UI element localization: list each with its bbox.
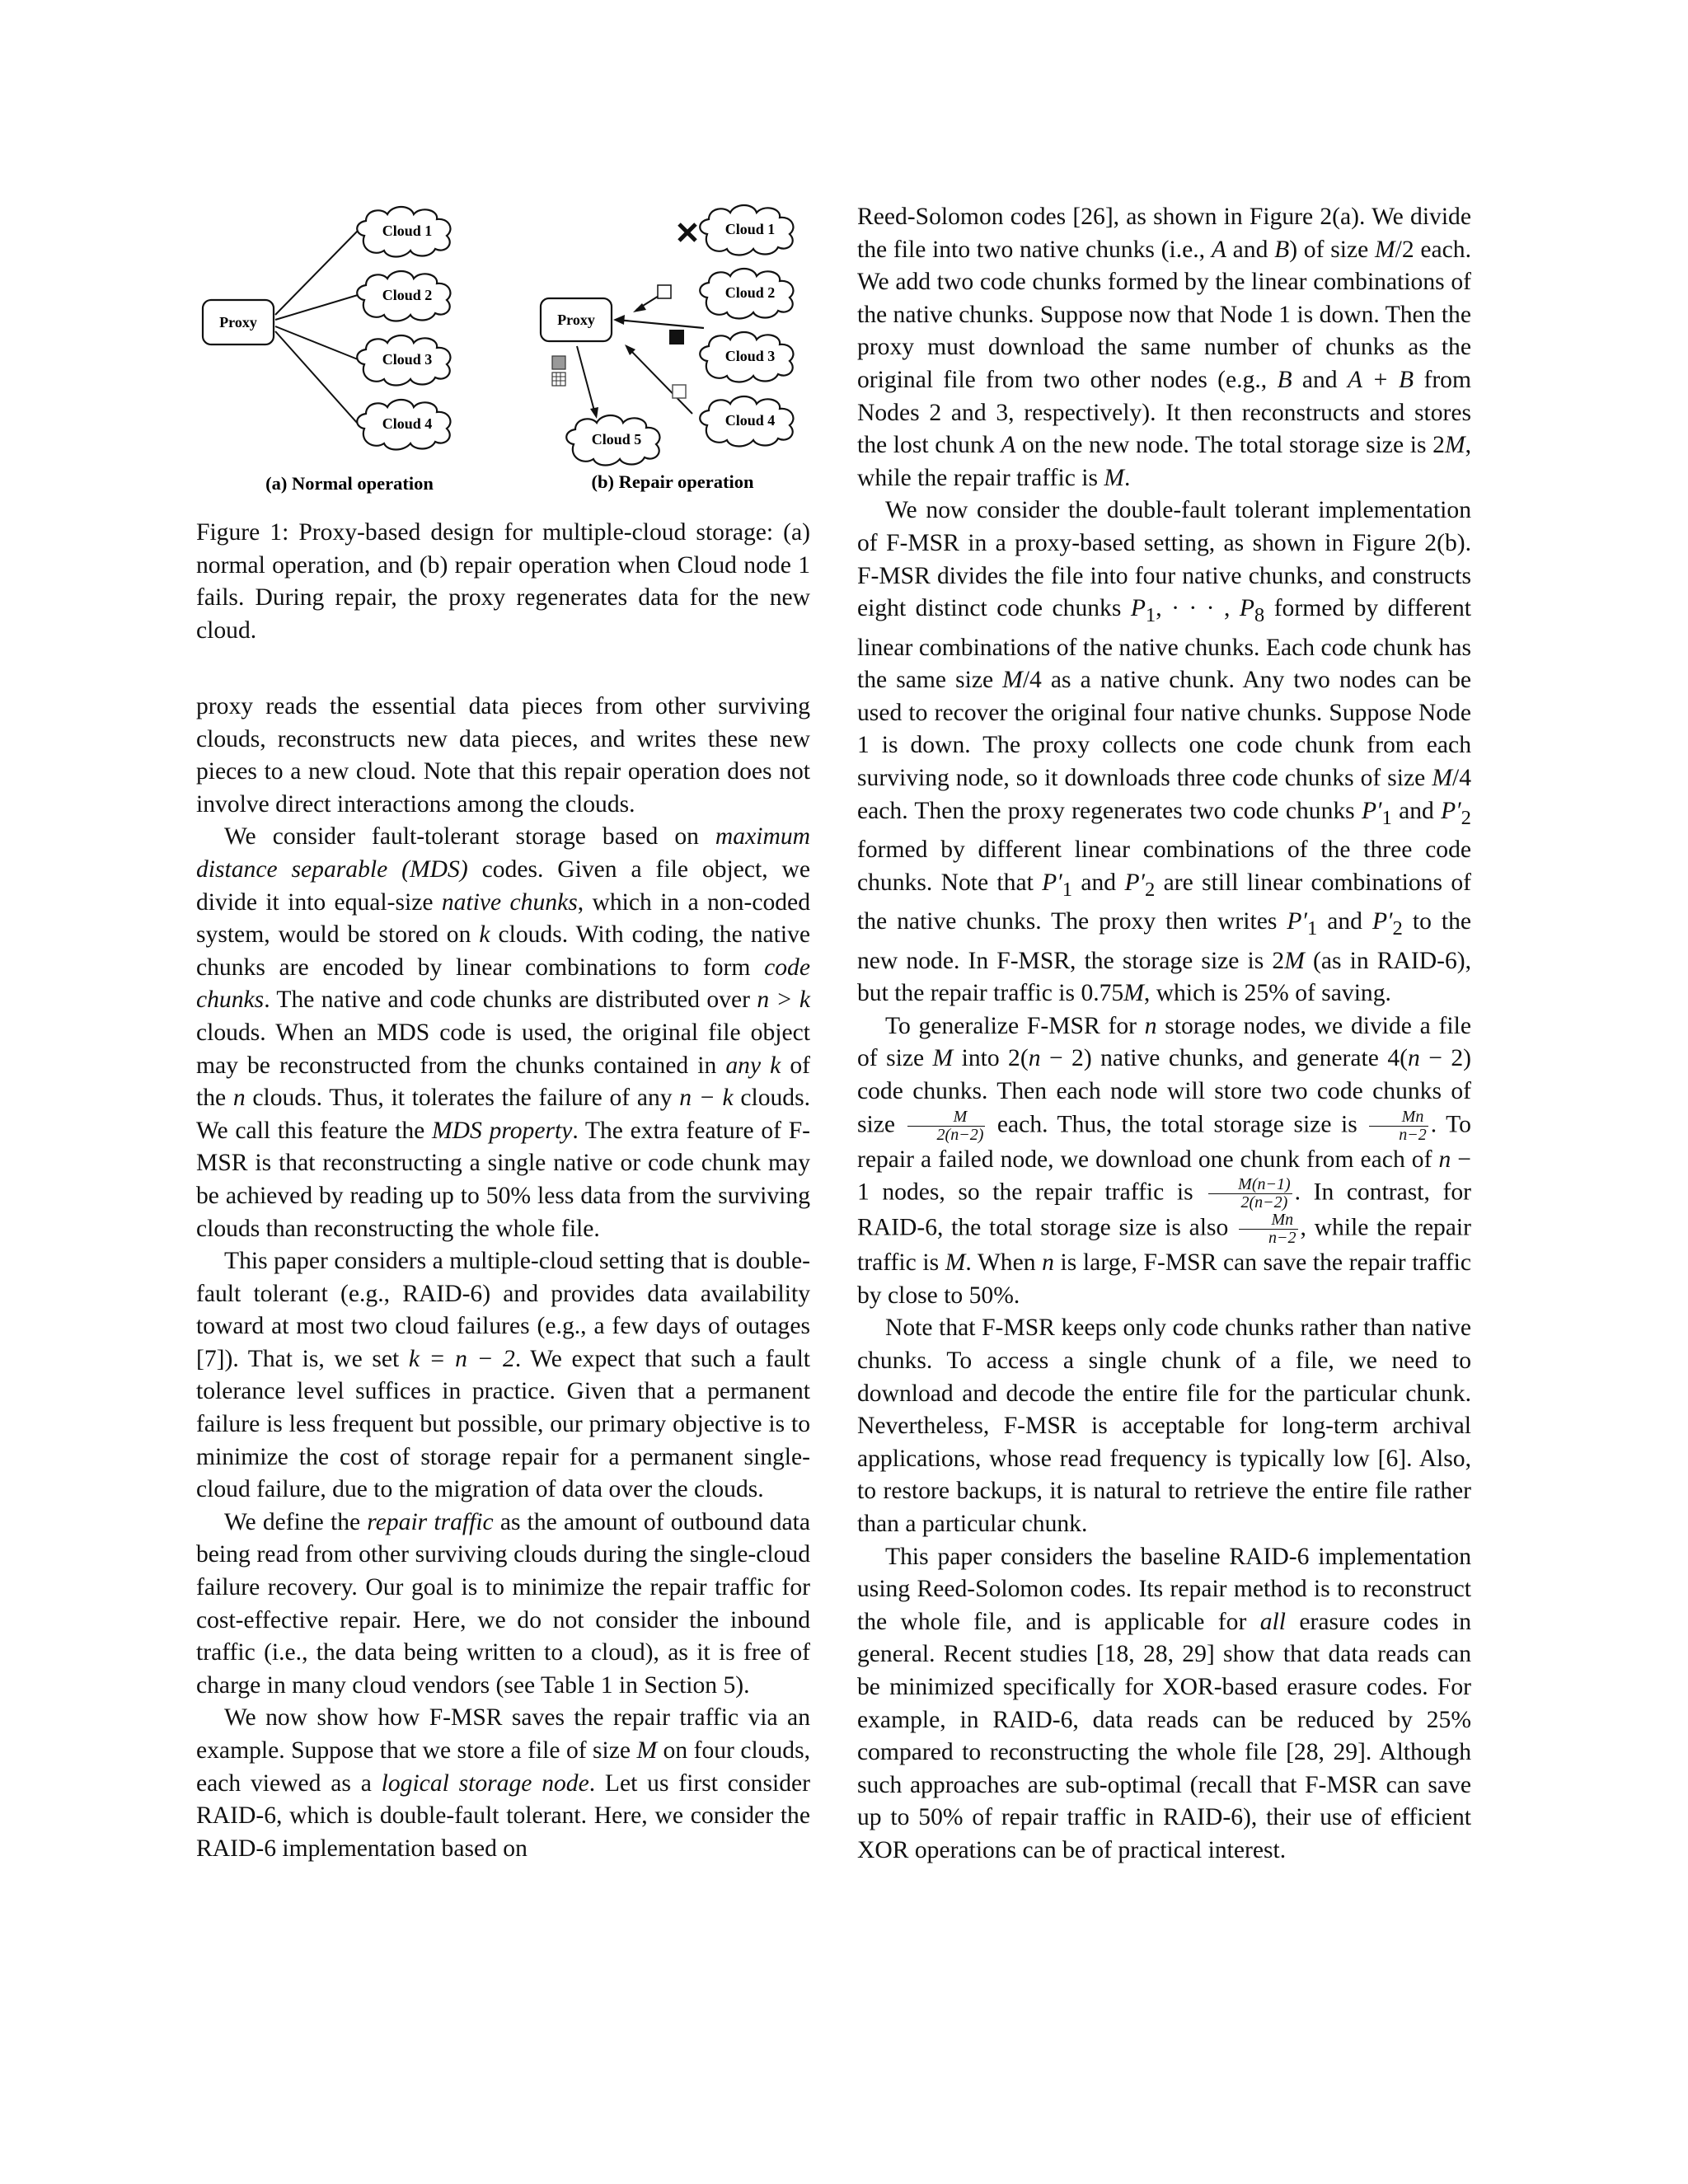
left-column-body — [196, 691, 810, 1865]
cloud-label: Cloud 1 — [382, 223, 433, 239]
cloud-a-3 — [357, 335, 450, 386]
cloud-b-4 — [700, 396, 793, 447]
cloud-label: Cloud 1 — [724, 221, 776, 237]
cloud-label: Cloud 4 — [382, 415, 433, 432]
fraction: $\frac{Mn}{n-2}$ — [1369, 1108, 1428, 1144]
arrow-from-cloud-3 — [613, 315, 704, 328]
paragraph: Reed-Solomon codes [26], as shown in Figure 2(a). We divide the file into two native chunks (i.e., A and B) of size M/2 each. We add two code chunks formed by the linear combinations of the native chunks. Suppose now that Node 1 is down. Then the proxy must download the same number of chunks as the original file from two other nodes (e.g., B and A + B from Nodes 2 and 3, respectively). It then reconstructs and stores the lost chunk A on the new node. The total storage size is 2M, while the repair traffic is M. — [857, 204, 1471, 491]
failed-x-icon — [679, 224, 696, 241]
figure-1-diagram — [196, 198, 810, 503]
cloud-label: Cloud 2 — [724, 284, 776, 301]
proxy-label-b: Proxy — [557, 312, 595, 328]
chunk-square-light — [673, 385, 686, 398]
cloud-a-2 — [357, 271, 450, 321]
cloud-b-3 — [700, 332, 793, 382]
cloud-b-2 — [700, 269, 793, 319]
proxy-box-b — [541, 298, 612, 341]
paragraph: Note that F-MSR keeps only code chunks rather than native chunks. To access a single chunk of a file, we need to download and decode the entire file for the particular chunk. Nevertheless, F-MSR is acceptable for long-term archival applications, whose read frequency is typically low [6]. Also, to restore backups, it is natural to retrieve the entire file rather than a particular chunk. — [857, 1315, 1471, 1537]
paragraph: This paper considers the baseline RAID-6 implementation using Reed-Solomon codes. Its repair method is to reconstruct the whole file, and is applicable for all erasure codes in general. Recent studies [18, 28, 29] show that data reads can be minimized specifically for XOR-based erasure codes. For example, in RAID-6, data reads can be reduced by 25% compared to reconstructing the whole file [28, 29]. Although such approaches are sub-optimal (recall that F-MSR can save up to 50% of repair traffic in RAID-6), their use of efficient XOR operations can be of practical interest. — [857, 1543, 1471, 1863]
subfigure-b — [541, 205, 793, 492]
paragraph: We consider fault-tolerant storage based on maximum distance separable (MDS) codes. Given a file object, we divide it into equal-size native chunks, which in a non-coded system, would be stored on k clouds. With coding, the native chunks are encoded by linear combinations to form code chunks. The native and code chunks are distributed over n > k clouds. When an MDS code is used, the original file object may be reconstructed from the chunks contained in any k of the n clouds. Thus, it tolerates the failure of any n − k clouds. We call this feature the MDS property. The extra feature of F-MSR is that reconstructing a single native or code chunk may be achieved by reading up to 50% less data from the surviving clouds than reconstructing the whole file. — [196, 823, 811, 1242]
paragraph: We define the repair traffic as the amount of outbound data being read from other surviving clouds during the single-cloud failure recovery. Our goal is to minimize the repair traffic for cost-effective repair. Here, we do not consider the inbound traffic (i.e., the data being written to a cloud), as it is free of charge in many cloud vendors (see Table 1 in Section 5). — [196, 1508, 810, 1699]
figure-1 — [196, 198, 810, 503]
paragraph: This paper considers a multiple-cloud setting that is double-fault tolerant (e.g., RAID-6) and provides data availability toward at most two cloud failures (e.g., a few days of outages [7]). That is, we set k = n − 2. We expect that such a fault tolerance level suffices in practice. Given that a permanent failure is less frequent but possible, our primary objective is to minimize the cost of storage repair for a permanent single-cloud failure, due to the migration of data over the clouds. — [196, 1248, 811, 1503]
subfigure-a-caption: (a) Normal operation — [265, 473, 434, 494]
paragraph: To generalize F-MSR for n storage nodes, we divide a file of size M into 2(n − 2) native chunks, and generate 4(n − 2) code chunks. Then each node will store two code chunks of size $\frac{M}{2(n-2)}$ each. Thus, the total storage size is $\frac{Mn}{n-2}$ . To repair a failed node, we download one chunk from each of n − 1 nodes, so the repair traffic is $\frac{M(n-1)}{2(n-2)}$ . In contrast, for RAID-6, the total storage size is also $\frac{Mn}{n-2}$ , while the repair traffic is M. When n is large, F-MSR can save the repair traffic by close to 50%. — [857, 1012, 1471, 1309]
cloud-label: Cloud 2 — [382, 287, 433, 303]
arrow-to-cloud-5 — [577, 346, 598, 419]
paragraph: We now show how F-MSR saves the repair traffic via an example. Suppose that we store a file of size M on four clouds, each viewed as a logical storage node. Let us first consider RAID-6, which is double-fault tolerant. Here, we consider the RAID-6 implementation based on — [196, 1704, 810, 1862]
fraction: $\frac{Mn}{n-2}$ — [1239, 1212, 1298, 1247]
subfigure-a — [203, 207, 450, 494]
paragraph: proxy reads the essential data pieces from other surviving clouds, reconstructs new data pieces, and writes these new pieces to a new cloud. Note that this repair operation does not involve direct interactions among the clouds. — [196, 693, 810, 818]
chunk-square-grey — [552, 356, 565, 369]
proxy-label-a: Proxy — [219, 314, 257, 330]
chunk-square-white — [658, 285, 671, 298]
right-column-body — [857, 201, 1471, 1868]
chunk-square-hatched — [552, 373, 565, 386]
subfigure-b-caption: (b) Repair operation — [591, 471, 754, 492]
cloud-label: Cloud 3 — [724, 348, 776, 364]
proxy-box-a — [203, 300, 274, 344]
cloud-label: Cloud 3 — [382, 351, 433, 368]
cloud-a-1 — [357, 207, 450, 257]
cloud-label: Cloud 4 — [724, 412, 776, 429]
chunk-square-black — [669, 330, 684, 344]
cloud-b-1 — [700, 205, 793, 255]
paragraph: We now consider the double-fault tolerant implementation of F-MSR in a proxy-based setting, as shown in Figure 2(b). F-MSR divides the file into four native chunks, and constructs eight distinct code chunks $P_1$, · · · , $P_8$ formed by different linear combinations of the native chunks. Each code chunk has the same size M/4 as a native chunk. Any two nodes can be used to recover the original four native chunks. Suppose Node 1 is down. The proxy collects one code chunk from each surviving node, so it downloads three code chunks of size M/4 each. Then the proxy regenerates two code chunks $P'_1$ and $P'_2$ formed by different linear combinations of the three code chunks. Note that $P'_1$ and $P'_2$ are still linear combinations of the native chunks. The proxy then writes $P'_1$ and $P'_2$ to the new node. In F-MSR, the storage size is 2M (as in RAID-6), but the repair traffic is 0.75M, which is 25% of saving. — [857, 497, 1472, 1007]
arrow-from-cloud-4 — [625, 344, 692, 414]
figure-1-caption: Figure 1: Proxy-based design for multiple-cloud storage: (a) normal operation, and (b) repair operation when Cloud node 1 fails. During repair, the proxy regenerates data for the new cloud. — [196, 519, 810, 644]
cloud-b-5 — [566, 415, 659, 466]
cloud-label: Cloud 5 — [591, 431, 642, 448]
cloud-a-4 — [357, 400, 450, 450]
fraction: $\frac{M}{2(n-2)}$ — [907, 1108, 986, 1144]
fraction: $\frac{M(n-1)}{2(n-2)}$ — [1208, 1176, 1292, 1212]
